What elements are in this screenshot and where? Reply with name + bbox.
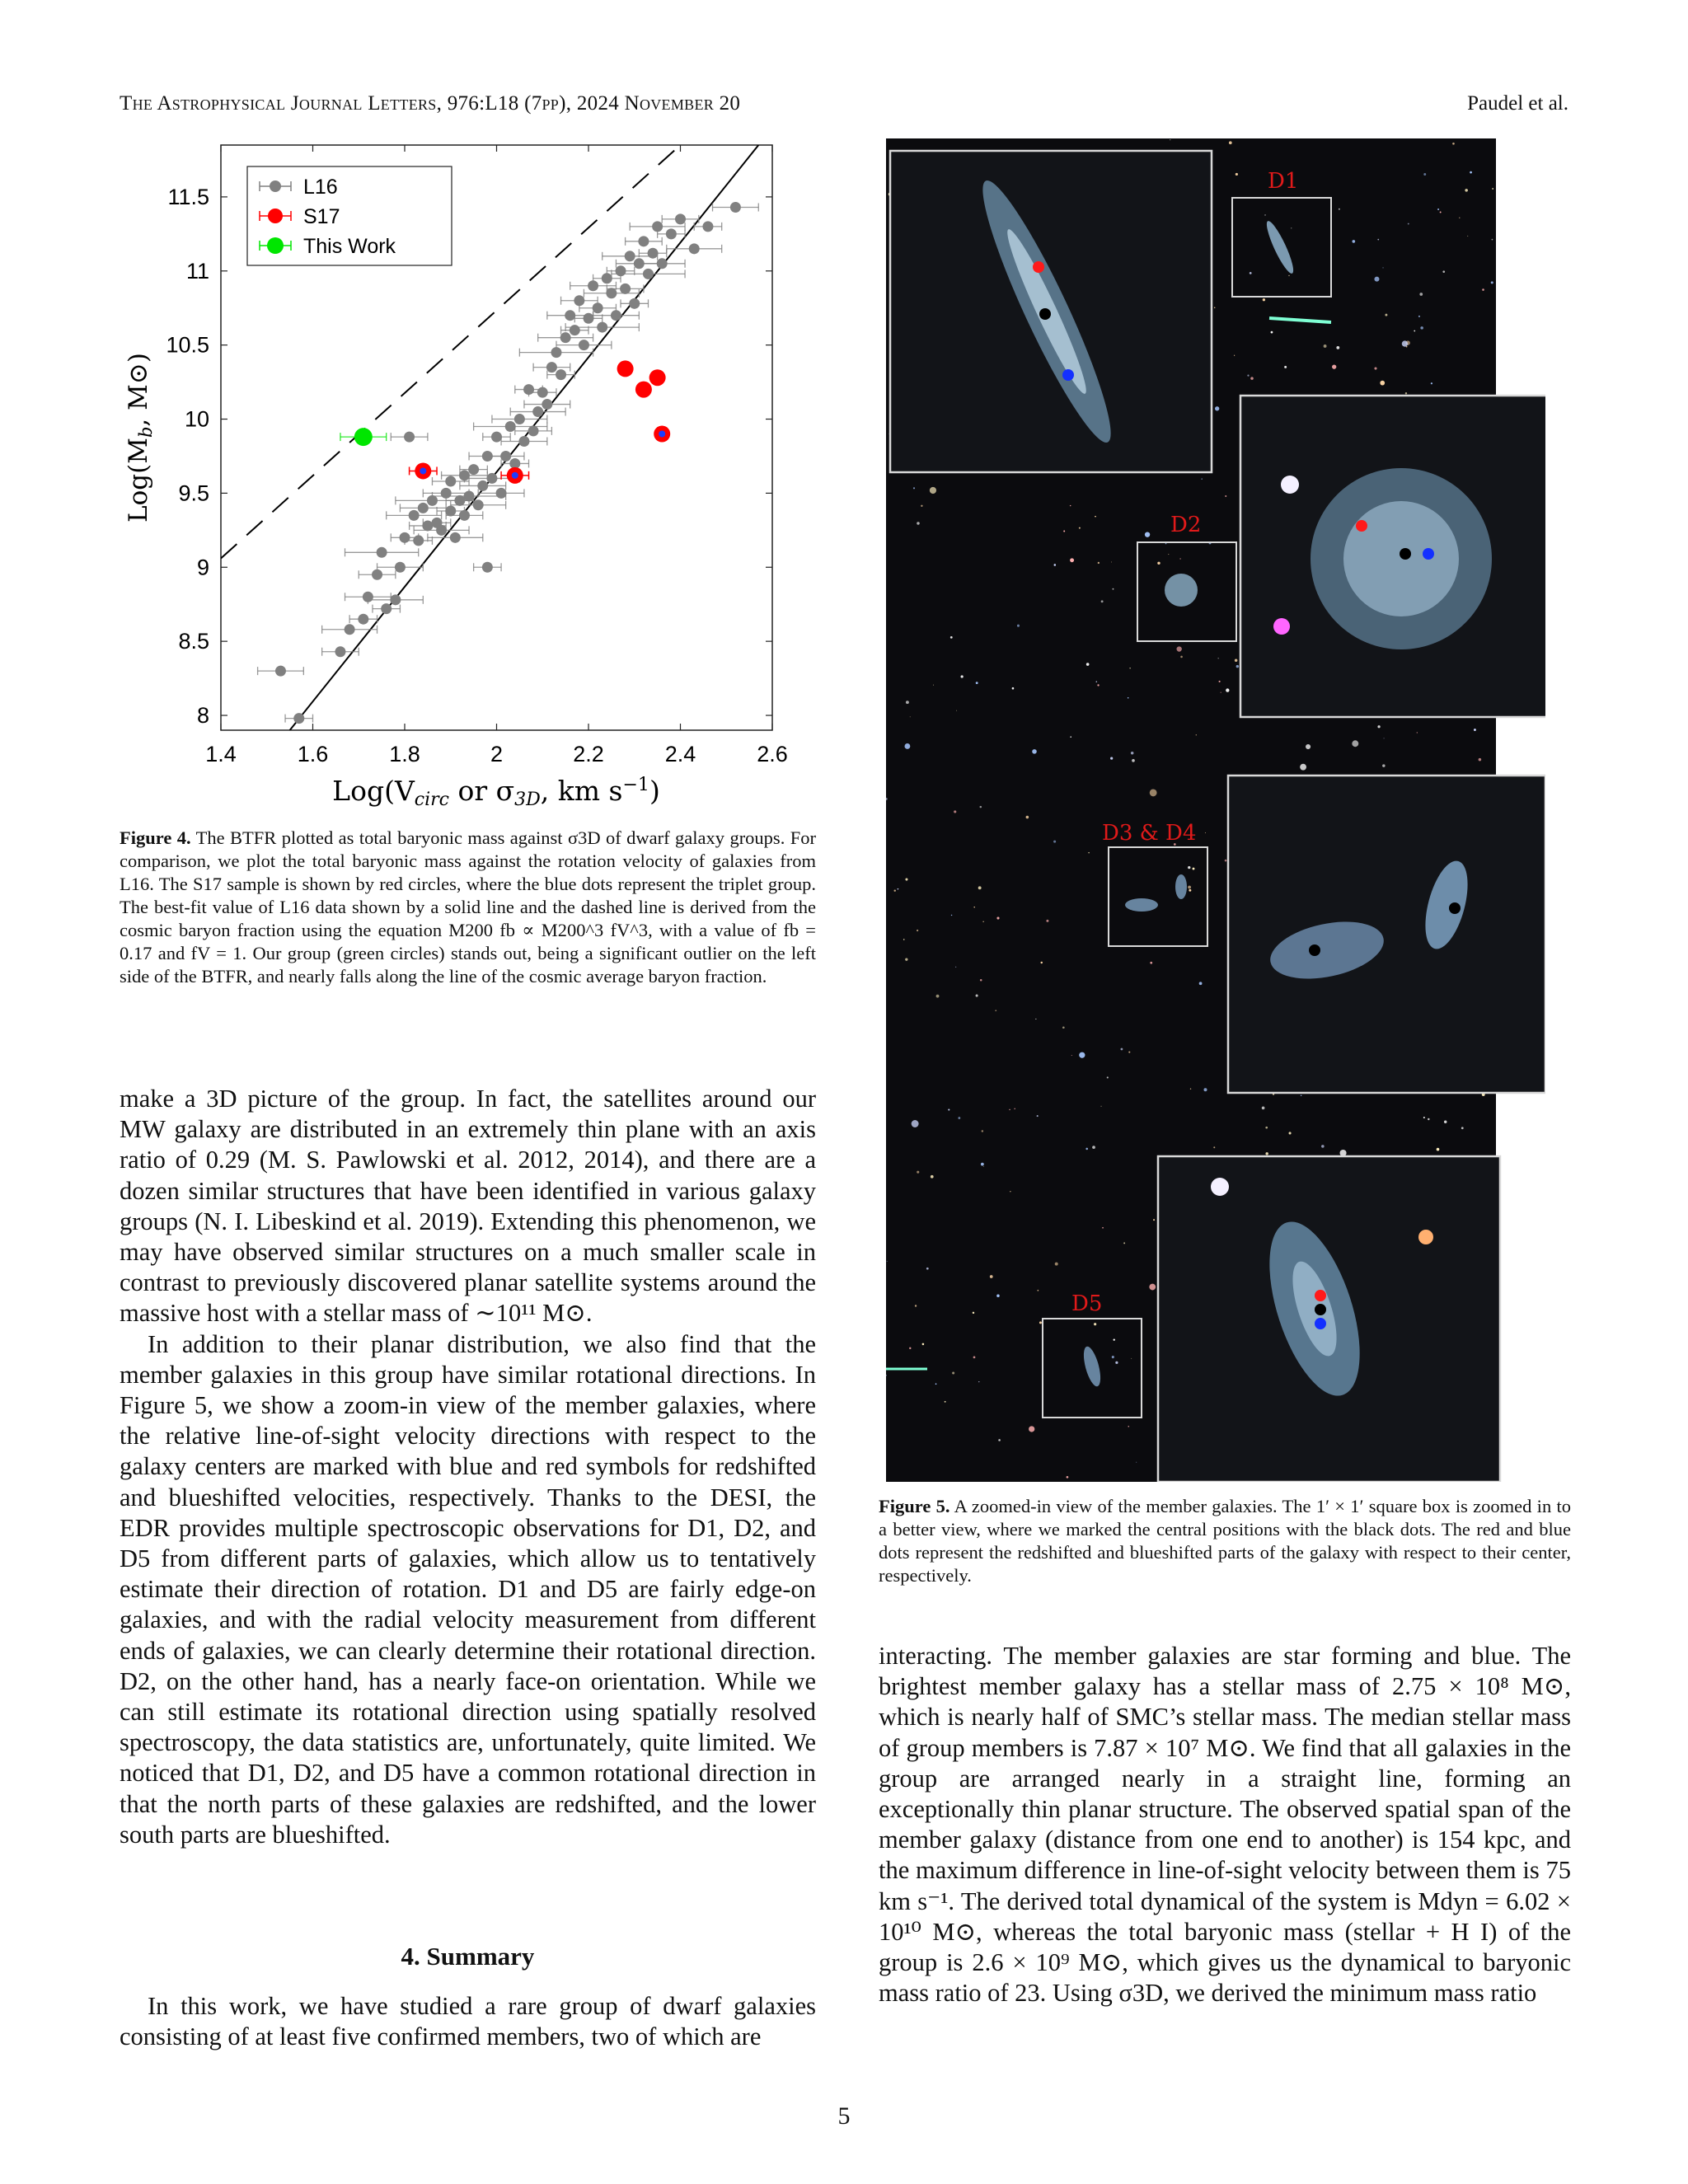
d3-center-dot [1309, 944, 1320, 956]
d5-redshift-dot [1315, 1290, 1326, 1301]
x-tick-label: 2.6 [757, 742, 788, 766]
figure4-caption-text: The BTFR plotted as total baryonic mass against σ3D of dwarf galaxy groups. For comparison, we plot the total baryonic mass against the rotation velocity of galaxies from L16. The S17 sample is shown by red circles, where the blue dots represent the triplet group. The best-fit value of L16 data shown by a solid line and the dashed line is derived from the cosmic baryon fraction using the equation M200 fb ∝ M200^3 fV^3, with a value of fb = 0.17 and fV = 1. Our group (green circles) stands out, being a significant outlier on the left side of the BTFR, and nearly falls along the line of the cosmic average baryon fraction. [120, 827, 816, 987]
label-d1: D1 [1268, 169, 1299, 194]
btfr-chart [115, 138, 816, 814]
d1-center-dot [1039, 308, 1051, 320]
s17-point [635, 382, 652, 398]
y-tick-label: 8.5 [178, 629, 209, 654]
y-axis-label: Log(Mb, M⊙) [124, 353, 156, 523]
x-tick-label: 2.4 [664, 742, 696, 766]
x-tick-label: 2.2 [573, 742, 604, 766]
left-column-text [120, 1084, 816, 1850]
figure4-caption-label: Figure 4. [120, 827, 191, 848]
y-tick-label: 11 [185, 258, 209, 284]
label-d2: D2 [1170, 513, 1202, 537]
legend-label-this-work: This Work [303, 235, 396, 258]
d5-blueshift-dot [1315, 1318, 1326, 1329]
d1-redshift-dot [1033, 261, 1044, 273]
left-paragraph-3: In this work, we have studied a rare group of dwarf galaxies consisting of at least five confirmed members, two of which are [120, 1992, 816, 2051]
zoom-panel-d2 [1240, 396, 1545, 717]
left-column-summary [120, 1991, 816, 2052]
y-tick-label: 10.5 [166, 332, 209, 358]
d4-center-dot [1449, 902, 1461, 914]
authors-header: Paudel et al. [1467, 92, 1568, 115]
figure4-caption [120, 827, 816, 988]
x-axis-label: Log(Vcirc or σ3D, km $s^{-1}$) [332, 775, 660, 810]
galaxy-zoom-image [886, 138, 1545, 1482]
d2-redshift-dot [1356, 520, 1367, 532]
y-tick-label: 9 [196, 555, 209, 580]
figure5-caption [879, 1495, 1571, 1587]
section-title: 4. Summary [401, 1942, 535, 1971]
journal-header: The Astrophysical Journal Letters, 976:L18 (7pp), 2024 November 20 [120, 92, 741, 115]
legend-label-l16: L16 [303, 176, 338, 199]
x-tick-label: 2 [490, 742, 504, 766]
label-d3-d4: D3 & D4 [1102, 821, 1197, 846]
d5-center-dot [1315, 1304, 1326, 1315]
d2-blueshift-dot [1423, 548, 1434, 560]
left-paragraph-1: make a 3D picture of the group. In fact, the satellites around our MW galaxy are distributed in an extremely thin plane with an axis ratio of 0.29 (M. S. Pawlowski et al. 2012, 2014), and there are a dozen similar structures that have been identified in various galaxy groups (N. I. Libeskind et al. 2019). Extending this phenomenon, we may have observed similar structures on a much smaller scale in contrast to previously discovered planar satellite systems around the massive host with a stellar mass of ∼10¹¹ M⊙. [120, 1085, 816, 1328]
legend-label-s17: S17 [303, 205, 340, 228]
label-d5: D5 [1071, 1291, 1103, 1316]
y-tick-label: 8 [196, 703, 209, 729]
page-number: 5 [837, 2102, 851, 2130]
x-tick-label: 1.8 [389, 742, 420, 766]
chart-legend [247, 166, 452, 265]
zoom-panel-d3-d4 [1228, 776, 1545, 1093]
x-tick-label: 1.4 [205, 742, 237, 766]
y-tick-label: 10 [184, 406, 209, 432]
zoom-panel-d1 [890, 151, 1212, 472]
y-tick-label: 11.5 [167, 184, 209, 209]
s17-point [617, 360, 634, 377]
left-paragraph-2: In addition to their planar distribution, we also find that the member galaxies in this group have similar rotational directions. In Figure 5, we show a zoom-in view of the member galaxies, where the relative line-of-sight velocity directions with respect to the galaxy centers are marked with blue and red symbols for redshifted and blueshifted velocities, respectively. Thanks to the DESI, the EDR provides multiple spectroscopic observations for D1, D2, and D5 from different parts of galaxies, which allow us to tentatively estimate their direction of rotation. D1 and D5 are fairly edge-on galaxies, and with the radial velocity measurement from different ends of galaxies, we can clearly determine their rotational direction. D2, on the other hand, has a nearly face-on orientation. While we can still estimate its rotational direction using spatially resolved spectroscopy, the data statistics are, unfortunately, quite limited. We noticed that D1, D2, and D5 have a common rotational direction in that the north parts of these galaxies are redshifted, and the lower south parts are blueshifted. [120, 1329, 816, 1849]
figure5-caption-label: Figure 5. [879, 1496, 950, 1516]
s17-point [649, 369, 666, 386]
zoom-panel-d5 [1158, 1156, 1500, 1482]
right-column-text [879, 1641, 1571, 2008]
triplet-point [659, 431, 665, 438]
d2-center-dot [1400, 548, 1411, 560]
right-paragraph-1: interacting. The member galaxies are star forming and blue. The brightest member galaxy has a stellar mass of 2.75 × 10⁸ M⊙, which is nearly half of SMC’s stellar mass. The median stellar mass of group members is 7.87 × 10⁷ M⊙. We find that all galaxies in the group are arranged nearly in a straight line, forming an exceptionally thin planar structure. The observed spatial span of the member galaxy (distance from one end to another) is 154 kpc, and the maximum difference in line-of-sight velocity between them is 75 km s⁻¹. The derived total dynamical of the system is Mdyn = 6.02 × 10¹⁰ M⊙, whereas the total baryonic mass (stellar + H I) of the group is 2.6 × 10⁹ M⊙, which gives us the dynamical to baryonic mass ratio of 23. Using σ3D, we derived the minimum mass ratio [879, 1642, 1571, 2008]
x-tick-label: 1.6 [297, 742, 329, 766]
d1-blueshift-dot [1062, 369, 1074, 381]
triplet-point [420, 467, 426, 474]
y-tick-label: 9.5 [178, 480, 209, 506]
triplet-point [512, 472, 518, 479]
figure5-caption-text: A zoomed-in view of the member galaxies. The 1′ × 1′ square box is zoomed in to a better view, where we marked the central positions with the black dots. The red and blue dots represent the redshifted and blueshifted parts of the galaxy with respect to their center, respectively. [879, 1496, 1571, 1586]
